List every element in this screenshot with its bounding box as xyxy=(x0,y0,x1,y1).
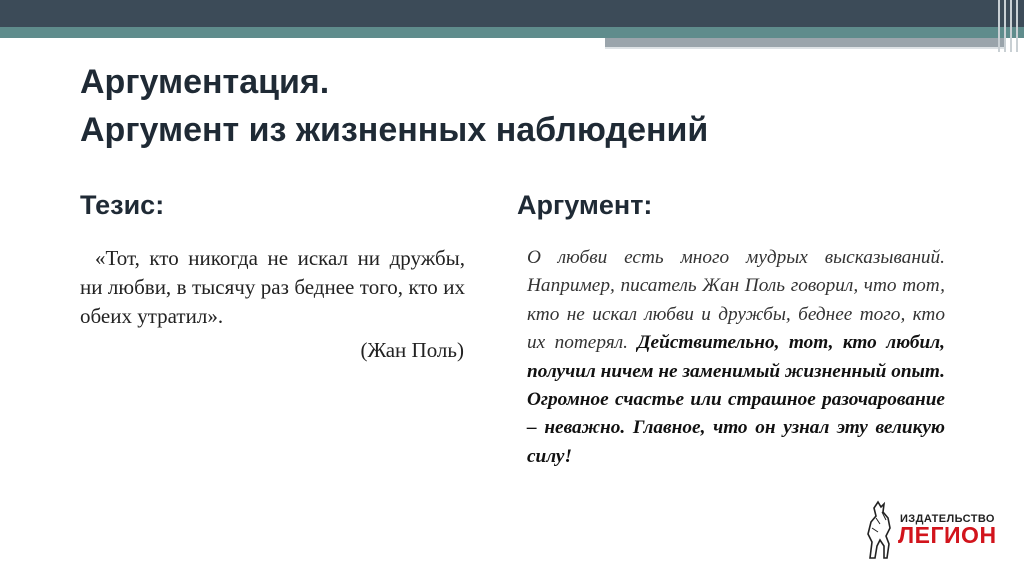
thesis-heading: Тезис: xyxy=(80,190,165,220)
argument-heading: Аргумент: xyxy=(517,190,653,220)
argument-text xyxy=(527,244,945,471)
thesis-quote: «Тот, кто никогда не искал ни дружбы, ни любви, в тысячу раз беднее того, кто их обеих утратил». xyxy=(80,246,465,328)
top-decor-bar xyxy=(0,0,1024,27)
title-line-1: Аргументация. xyxy=(80,63,330,101)
argument-bold-text: Действительно, тот, кто любил, получил ничем не заменимый жизненный опыт. Огромное счастье или страшное разочарование – неважно. Главное, что он узнал эту великую силу! xyxy=(527,332,945,467)
thesis-author: (Жан Поль) xyxy=(360,338,464,362)
publisher-name-big: ЛЕГИОН xyxy=(898,522,997,548)
accent-decor-bar xyxy=(0,27,1024,38)
publisher-name-small: ИЗДАТЕЛЬСТВО xyxy=(900,513,995,525)
decor-gap xyxy=(0,38,605,41)
decor-thin-line xyxy=(605,47,1005,49)
slide-title xyxy=(80,58,708,154)
title-line-2: Аргумент из жизненных наблюдений xyxy=(80,111,709,149)
decor-stripes xyxy=(992,0,1024,52)
horse-icon xyxy=(862,498,902,560)
argument-plain-text: О любви есть много мудрых высказываний. Например, писатель Жан Поль говорил, что тот, кто не искал любви и дружбы, беднее того, кто их потерял. xyxy=(527,247,945,354)
thesis-quote-block xyxy=(80,244,465,331)
decor-grey-bar xyxy=(605,38,1005,47)
